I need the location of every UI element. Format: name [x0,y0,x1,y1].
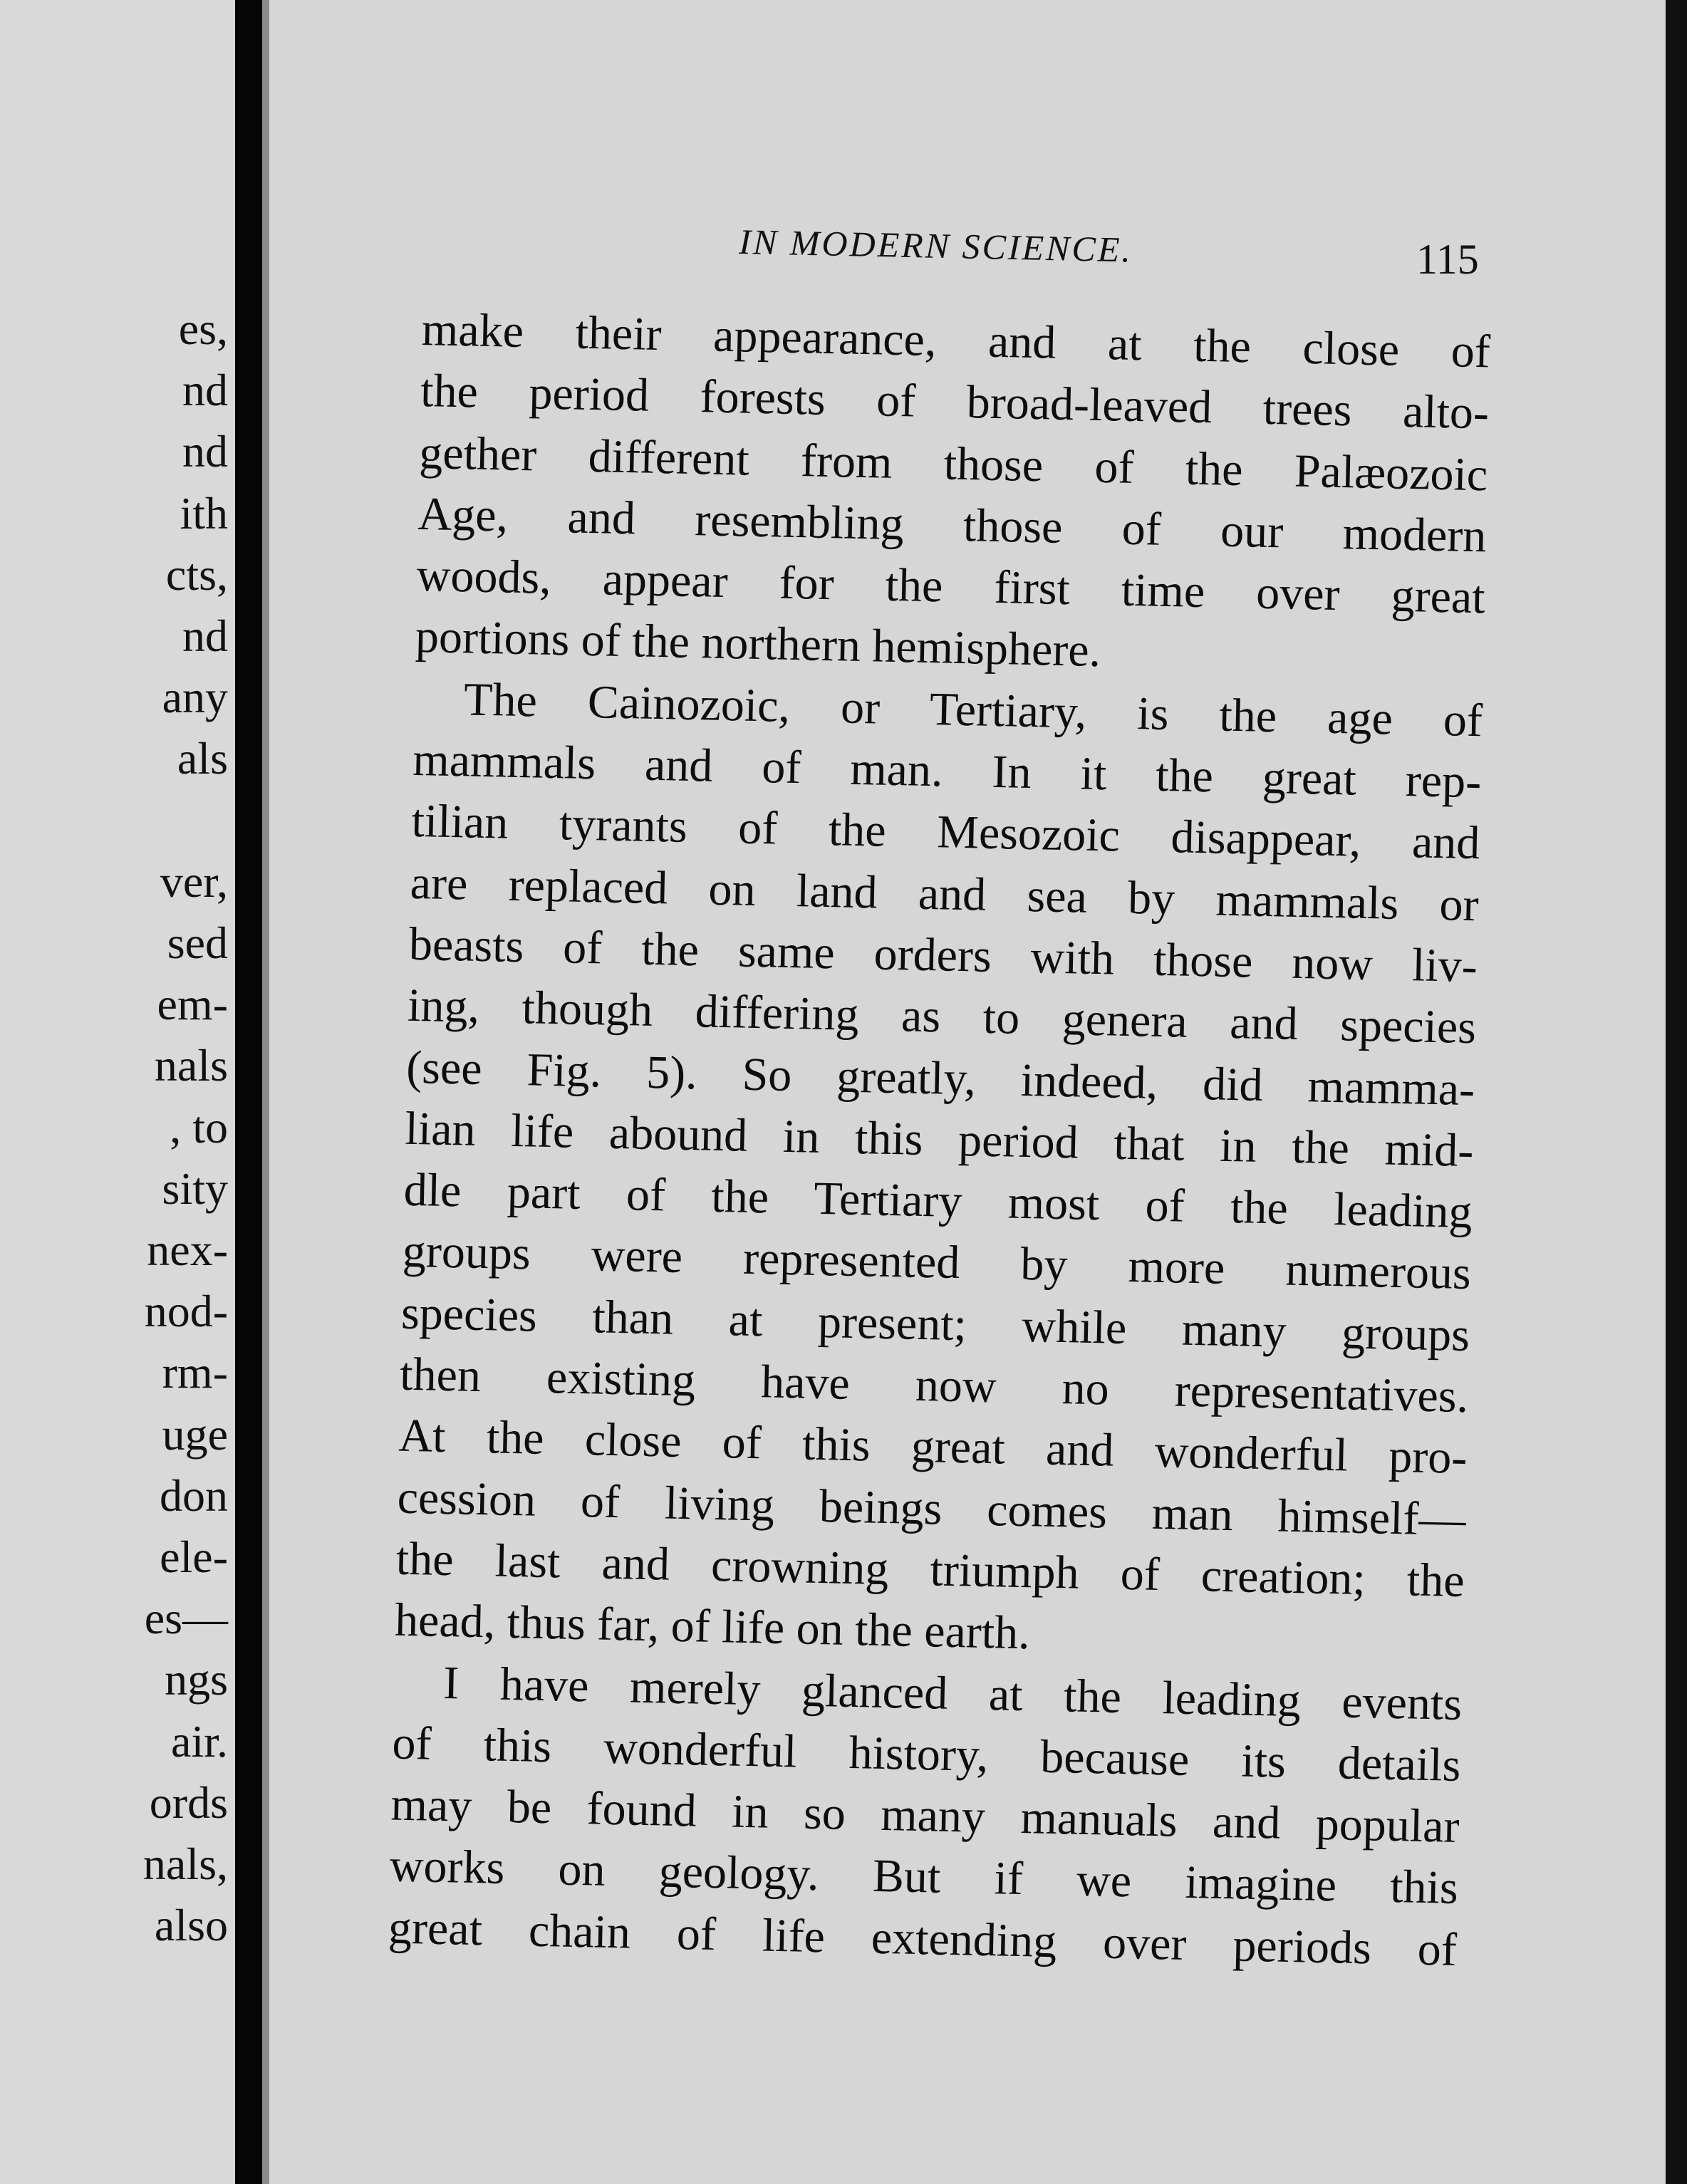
page-number: 115 [1416,236,1479,283]
left-page-fragment: es, [178,303,228,354]
left-page-fragment: ver, [160,856,228,907]
left-page-fragment: es— [144,1593,228,1644]
text-line: At the close of this great and wonderful pro- [398,1410,1468,1484]
text-line: woods, appear for the first time over great [416,549,1486,624]
text-line: great chain of life extending over periods of [388,1901,1458,1976]
left-page-fragment: ith [180,487,228,539]
text-line: cession of living beings comes man himself— [397,1471,1467,1546]
left-page-fragment: cts, [165,548,228,600]
text-line: Age, and resembling those of our modern [417,487,1488,563]
left-page-fragment: don [160,1470,228,1521]
text-line: the period forests of broad-leaved trees alto- [420,365,1490,440]
body-text [388,299,1490,1981]
left-page-fragment: uge [162,1408,228,1460]
left-page-fragment: nals [154,1040,228,1091]
text-line: of this wonderful history, because its details [391,1717,1461,1792]
text-line: head, thus far, of life on the earth. [394,1593,1031,1660]
left-page-fragment: ords [149,1777,228,1828]
left-page-fragment: sity [162,1163,228,1214]
text-line: species than at present; while many groups [400,1286,1470,1361]
right-page [269,0,1666,2184]
left-page-fragment: rm- [162,1347,228,1398]
left-page-fragment: ngs [165,1654,228,1705]
left-page-fragment: nd [182,610,228,661]
text-line: make their appearance, and at the close of [421,303,1491,378]
text-line: beasts of the same orders with those now liv- [408,917,1478,993]
left-page-fragment: em- [157,979,228,1030]
left-page-fragment: also [154,1900,228,1951]
text-line: lian life abound in this period that in the mid- [404,1102,1475,1177]
text-line: dle part of the Tertiary most of the leading [403,1163,1473,1239]
left-page-fragment: sed [167,917,228,968]
left-page-fragment: air. [171,1715,228,1767]
text-line: I have merely glanced at the leading events [442,1656,1463,1730]
book-gutter [235,0,262,2184]
left-page-fragment: nd [182,426,228,477]
text-line: gether different from those of the Palæozoic [418,426,1488,501]
text-line: (see Fig. 5). So greatly, indeed, did mamma- [405,1041,1475,1116]
text-line: works on geology. But if we imagine this [389,1839,1459,1915]
left-page-fragment: ele- [160,1532,228,1582]
text-line: then existing have now no representatives. [399,1348,1469,1423]
text-line: the last and crowning triumph of creation; the [395,1532,1465,1607]
left-facing-page [0,0,235,2184]
text-line: groups were represented by more numerous [402,1225,1472,1300]
text-line: tilian tyrants of the Mesozoic disappear, and [410,795,1481,870]
left-page-fragment: nals, [142,1839,228,1889]
text-line: The Cainozoic, or Tertiary, is the age of [463,673,1483,747]
text-line: ing, though differing as to genera and species [407,979,1477,1054]
left-page-fragment: nex- [147,1224,228,1275]
text-line: mammals and of man. In it the great rep- [412,733,1482,808]
left-page-fragment: any [162,672,228,723]
left-page-fragment: nod- [144,1286,228,1337]
left-page-fragment: als [177,733,228,784]
text-line: may be found in so many manuals and popular [390,1778,1460,1853]
left-page-fragment: nd [182,365,228,416]
running-head: IN MODERN SCIENCE. [738,221,1133,270]
text-line: are replaced on land and sea by mammals or [410,856,1480,931]
page-right-edge [1666,0,1687,2184]
page-edge [262,0,269,2184]
left-page-fragment: , to [170,1101,228,1153]
text-line: portions of the northern hemisphere. [415,610,1101,677]
